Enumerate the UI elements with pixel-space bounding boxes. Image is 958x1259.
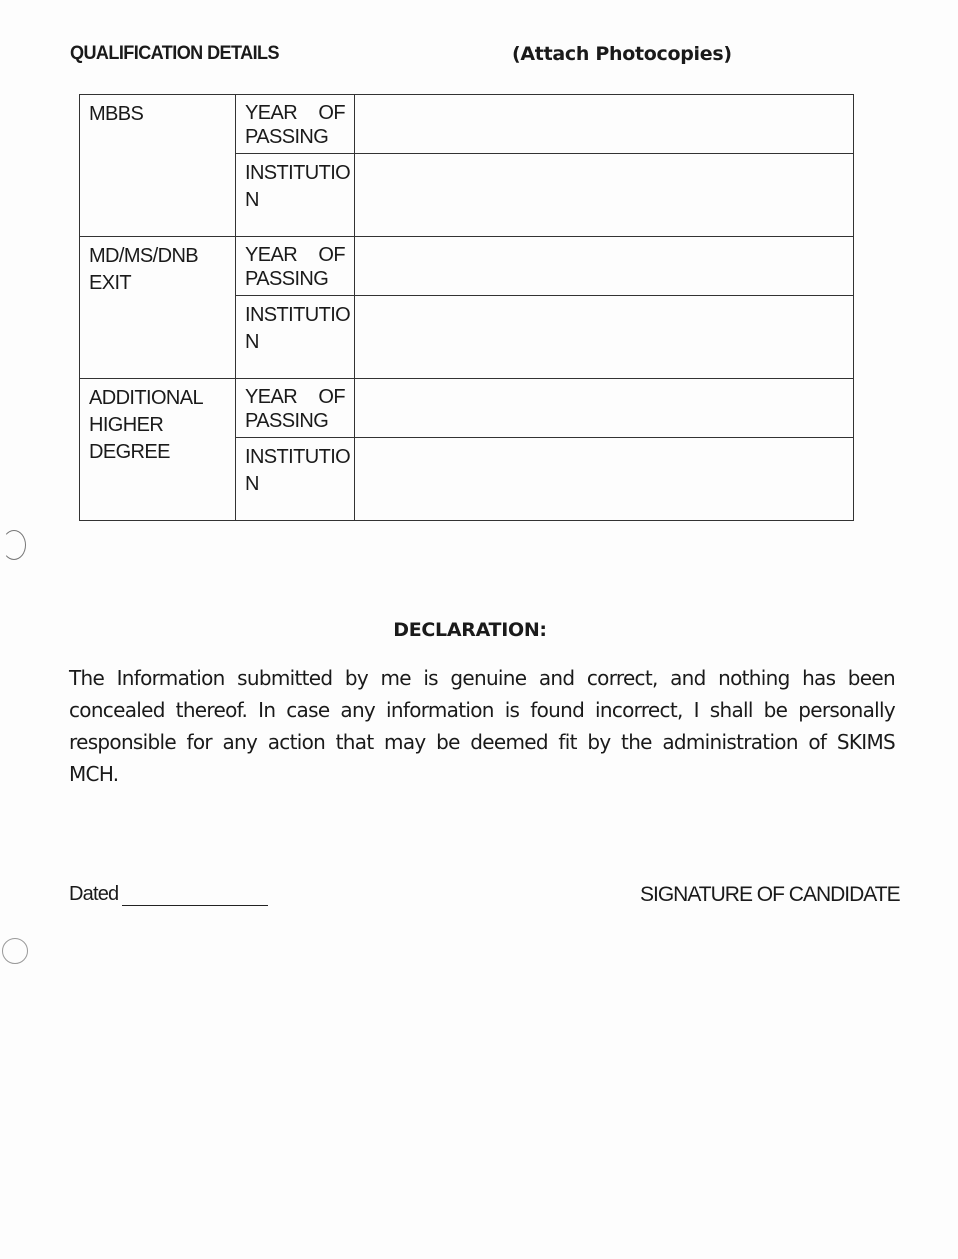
declaration-text: The Information submitted by me is genuine and correct, and nothing has been concealed thereof. In case any information is found incorrect, I shall be personally responsible for any action that may be deemed fit by the administration of SKIMS MCH. — [69, 666, 895, 786]
mbbs-year-field[interactable] — [355, 95, 854, 154]
institution-label: INSTITUTIO N — [236, 438, 355, 521]
table-row — [80, 237, 854, 296]
signature-label: SIGNATURE OF CANDIDATE — [640, 883, 900, 906]
qualification-table — [79, 94, 854, 521]
declaration-title: DECLARATION: — [393, 619, 547, 641]
mbbs-institution-field[interactable] — [355, 154, 854, 237]
additional-year-field[interactable] — [355, 379, 854, 438]
institution-label: INSTITUTIO N — [236, 154, 355, 237]
punch-hole-mark — [2, 530, 26, 560]
additional-institution-field[interactable] — [355, 438, 854, 521]
md-year-field[interactable] — [355, 237, 854, 296]
institution-label: INSTITUTIO N — [236, 296, 355, 379]
section-title: QUALIFICATION DETAILS — [70, 43, 279, 64]
md-institution-field[interactable] — [355, 296, 854, 379]
degree-md-ms-dnb: MD/MS/DNB EXIT — [80, 237, 236, 379]
table-row — [80, 379, 854, 438]
degree-mbbs: MBBS — [80, 95, 236, 237]
table-row — [80, 95, 854, 154]
year-of-passing-label: YEAR OF PASSING — [236, 237, 355, 296]
dated-field — [69, 883, 268, 906]
punch-hole-mark — [2, 938, 28, 964]
degree-additional-higher: ADDITIONAL HIGHER DEGREE — [80, 379, 236, 521]
dated-label: Dated — [69, 883, 119, 905]
dated-input-line[interactable] — [122, 883, 268, 906]
year-of-passing-label: YEAR OF PASSING — [236, 95, 355, 154]
attach-photocopies-note: (Attach Photocopies) — [512, 43, 732, 65]
year-of-passing-label: YEAR OF PASSING — [236, 379, 355, 438]
